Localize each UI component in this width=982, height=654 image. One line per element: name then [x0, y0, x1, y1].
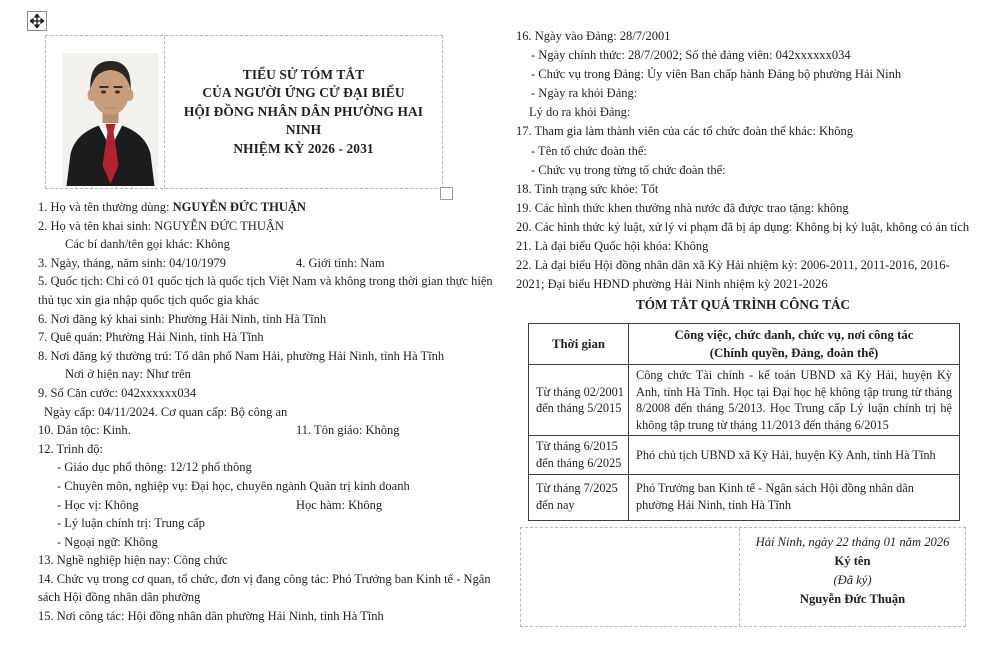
item-party-leave-reason: Lý do ra khỏi Đảng:	[529, 105, 631, 120]
document-title	[165, 36, 442, 188]
signature-place-date: Hải Ninh, ngày 22 tháng 01 năm 2026	[755, 535, 950, 549]
row-desc: Phó chủ tịch UBND xã Kỳ Hải, huyện Kỳ Anh, tỉnh Hà Tĩnh	[636, 447, 936, 462]
item-hometown: 7. Quê quán: Phường Hải Ninh, tỉnh Hà Tĩnh	[38, 330, 264, 345]
mouth	[105, 107, 117, 109]
item-academic-title: Học hàm: Không	[296, 497, 383, 512]
item-party-leave-date: - Ngày ra khỏi Đảng:	[531, 86, 638, 101]
signed-note: (Đã ký)	[833, 573, 872, 587]
item-foreign-language: - Ngoại ngữ: Không	[57, 534, 158, 549]
item-discipline: 20. Các hình thức kỷ luật, xử lý vi phạm đã bị áp dụng: Không bị kỷ luật, không có án tích	[516, 219, 970, 234]
item-id-issue: Ngày cấp: 04/11/2024. Cơ quan cấp: Bộ công an	[44, 404, 288, 419]
item-gender: 4. Giới tính: Nam	[296, 255, 385, 270]
item-national-assembly: 21. Là đại biểu Quốc hội khóa: Không	[516, 239, 709, 254]
item-birthdate-gender	[38, 254, 496, 273]
item-education-heading: 12. Trình độ:	[38, 441, 103, 456]
title-line-2: CỦA NGƯỜI ỨNG CỬ ĐẠI BIỂU	[202, 85, 405, 101]
title-line-1: TIỂU SỬ TÓM TẮT	[242, 66, 365, 82]
eyebrow-right	[114, 86, 123, 88]
header-table	[45, 35, 443, 189]
item-permanent-residence: 8. Nơi đăng ký thường trú: Tổ dân phố Nam Hải, phường Hải Ninh, tỉnh Hà Tĩnh	[38, 348, 445, 363]
item-occupation: 13. Nghề nghiệp hiện nay: Công chức	[38, 553, 228, 568]
item-general-education: - Giáo dục phổ thông: 12/12 phổ thông	[57, 460, 252, 475]
title-line-4: NHIỆM KỲ 2026 - 2031	[233, 140, 374, 156]
item-religion: 11. Tôn giáo: Không	[296, 423, 400, 438]
eye-left	[101, 90, 106, 93]
move-arrows-icon	[30, 14, 44, 28]
row-desc: Phó Trưởng ban Kinh tế - Ngân sách Hội đồng nhân dân phường Hải Ninh, tỉnh Hà Tĩnh	[636, 481, 914, 513]
bio-items-left	[38, 198, 496, 626]
item-birth-registration: 6. Nơi đăng ký khai sinh: Phường Hải Ninh, tỉnh Hà Tĩnh	[38, 311, 327, 326]
row-time: Từ tháng 02/2001 đến tháng 5/2015	[529, 365, 629, 435]
item-ethnicity: 10. Dân tộc: Kinh.	[38, 423, 131, 438]
item-common-name	[38, 198, 496, 217]
photo-cell	[46, 36, 165, 188]
item-awards: 19. Các hình thức khen thưởng nhà nước đã được trao tặng: không	[516, 200, 849, 215]
table-move-handle-icon[interactable]	[27, 11, 47, 31]
column-header-job	[629, 324, 959, 364]
item-party-join-date: 16. Ngày vào Đảng: 28/7/2001	[516, 29, 671, 43]
column-header-time: Thời gian	[529, 324, 629, 364]
signature-cell	[740, 528, 965, 626]
eye-right	[115, 90, 120, 93]
candidate-photo	[62, 53, 159, 186]
item-council-terms: 22. Là đại biểu Hội đồng nhân dân xã Kỳ Hải nhiệm kỳ: 2006-2011, 2011-2016, 2016-2021; Đại biểu HĐND phường Hải Ninh nhiệm kỳ 2021-2026	[516, 258, 950, 292]
table-row	[529, 435, 959, 473]
item-organization-name: - Tên tổ chức đoàn thể:	[531, 143, 647, 158]
item-party-position: - Chức vụ trong Đảng: Ủy viên Ban chấp hành Đảng bộ phường Hải Ninh	[531, 67, 902, 82]
table-row	[529, 364, 959, 435]
item-degrees	[38, 496, 496, 515]
item-common-name-label: 1. Họ và tên thường dùng:	[38, 200, 173, 214]
eyebrow-left	[100, 86, 109, 88]
signature-label: Ký tên	[834, 554, 871, 568]
signature-name: Nguyễn Đức Thuận	[799, 592, 906, 606]
work-history-header-row	[529, 324, 959, 364]
row-time: Từ tháng 6/2015 đến tháng 6/2025	[529, 436, 629, 473]
item-health: 18. Tình trạng sức khỏe: Tốt	[516, 181, 659, 196]
item-political-theory: - Lý luận chính trị: Trung cấp	[57, 516, 205, 531]
item-birthdate: 3. Ngày, tháng, năm sinh: 04/10/1979	[38, 255, 227, 270]
signature-table	[520, 527, 966, 627]
item-organization-position: - Chức vụ trong từng tổ chức đoàn thể:	[531, 162, 726, 177]
item-current-residence: Nơi ở hiện nay: Như trên	[65, 367, 191, 382]
item-degree: - Học vị: Không	[57, 497, 139, 512]
item-workplace: 15. Nơi công tác: Hội đồng nhân dân phường Hải Ninh, tỉnh Hà Tĩnh	[38, 609, 384, 624]
item-birth-name: 2. Họ và tên khai sinh: NGUYỄN ĐỨC THUẬN	[38, 218, 284, 233]
item-ethnicity-religion	[38, 421, 496, 440]
bio-items-right	[516, 27, 976, 294]
table-row	[529, 474, 959, 520]
item-position: 14. Chức vụ trong cơ quan, tổ chức, đơn vị đang công tác: Phó Trưởng ban Kinh tế - Ngân sách Hội đồng nhân dân phường	[38, 571, 491, 605]
item-party-official-date: - Ngày chính thức: 28/7/2002; Số thẻ đảng viên: 042xxxxxx034	[531, 48, 851, 63]
item-aliases: Các bí danh/tên gọi khác: Không	[65, 237, 230, 252]
item-common-name-value: NGUYỄN ĐỨC THUẬN	[172, 200, 306, 214]
column-header-job-line2: (Chính quyền, Đảng, đoàn thể)	[709, 346, 879, 360]
item-nationality: 5. Quốc tịch: Chỉ có 01 quốc tịch là quốc tịch Việt Nam và không trong thời gian thực hiện thủ tục xin gia nhập quốc tịch quốc gia khác	[38, 274, 493, 307]
item-id-number: 9. Số Căn cước: 042xxxxxx034	[38, 385, 197, 400]
work-history-title: TÓM TẮT QUÁ TRÌNH CÔNG TÁC	[635, 297, 851, 312]
item-professional-education: - Chuyên môn, nghiệp vụ: Đại học, chuyên ngành Quản trị kinh doanh	[57, 478, 410, 493]
signature-empty-cell	[521, 528, 740, 626]
title-line-3: HỘI ĐỒNG NHÂN DÂN PHƯỜNG HAI NINH	[183, 103, 424, 138]
row-desc: Công chức Tài chính - kế toán UBND xã Kỳ Hải, huyện Kỳ Anh, tỉnh Hà Tĩnh. Học tại Đại học hệ không tập trung từ tháng 8/2008 đến tháng 5/2013. Học Trung cấp Lý luận chính trị hệ không tập trung từ tháng 11/2013 đến tháng 6/2015	[636, 368, 952, 432]
item-organizations: 17. Tham gia làm thành viên của các tổ chức đoàn thể khác: Không	[516, 124, 853, 139]
column-header-job-line1: Công việc, chức danh, chức vụ, nơi công tác	[674, 328, 914, 342]
row-time: Từ tháng 7/2025 đến nay	[529, 475, 629, 520]
work-history-table	[528, 323, 960, 521]
